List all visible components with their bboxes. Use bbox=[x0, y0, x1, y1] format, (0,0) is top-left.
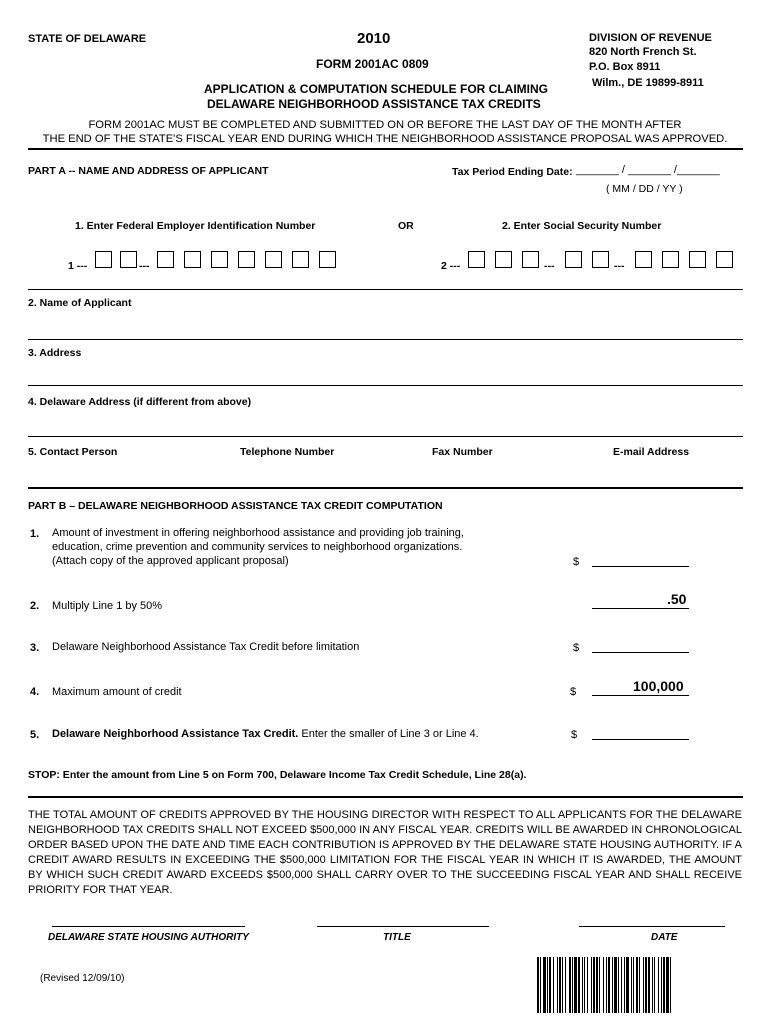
tax-period-date-input[interactable]: _______ / _______ /_______ bbox=[576, 164, 720, 176]
ssn-separator: --- bbox=[544, 260, 555, 272]
ssn-digit-box[interactable] bbox=[522, 251, 539, 268]
line-3-text: Delaware Neighborhood Assistance Tax Credit before limitation bbox=[52, 641, 360, 653]
tax-period-label: Tax Period Ending Date: bbox=[452, 166, 573, 178]
line-2-text: Multiply Line 1 by 50% bbox=[52, 600, 163, 612]
line-5-text-instruction: Enter the smaller of Line 3 or Line 4. bbox=[301, 728, 479, 740]
ssn-label: 2. Enter Social Security Number bbox=[502, 220, 662, 232]
ssn-separator: --- bbox=[614, 260, 625, 272]
part-a-heading: PART A -- NAME AND ADDRESS OF APPLICANT bbox=[28, 165, 269, 177]
line-4-number: 4. bbox=[30, 686, 40, 698]
authority-signature-line[interactable] bbox=[52, 926, 245, 927]
divider bbox=[28, 289, 743, 290]
or-label: OR bbox=[398, 220, 414, 232]
fein-label: 1. Enter Federal Employer Identification Number bbox=[75, 220, 316, 232]
fein-prefix: 1 --- bbox=[68, 260, 88, 272]
ssn-digit-box[interactable] bbox=[565, 251, 582, 268]
notice-line-2: THE END OF THE STATE'S FISCAL YEAR END DURING WHICH THE NEIGHBORHOOD ASSISTANCE PROPOSAL WAS APPROVED. bbox=[42, 133, 728, 145]
ssn-digit-box[interactable] bbox=[592, 251, 609, 268]
title-caption: TITLE bbox=[383, 932, 411, 943]
fein-digit-box[interactable] bbox=[238, 251, 255, 268]
divider bbox=[28, 148, 743, 150]
form-number: FORM 2001AC 0809 bbox=[316, 57, 429, 71]
fein-digit-box[interactable] bbox=[184, 251, 201, 268]
division-address-3: Wilm., DE 19899-8911 bbox=[592, 77, 704, 89]
line-2-amount-field bbox=[592, 608, 689, 609]
line-5-number: 5. bbox=[30, 729, 40, 741]
fein-digit-box[interactable] bbox=[120, 251, 137, 268]
line-2-value: .50 bbox=[667, 591, 687, 607]
credit-limit-paragraph: THE TOTAL AMOUNT OF CREDITS APPROVED BY THE HOUSING DIRECTOR WITH RESPECT TO ALL APPLICANTS FOR THE DELAWARE NEIGHBORHOOD TAX CREDITS SHALL NOT EXCEED $500,000 IN ANY FISCAL YEAR. CREDITS WILL BE AWARDED IN CHRONOLOGICAL ORDER BASED UPON THE DATE AND TIME EACH CONTRIBUTION IS APPROVED BY THE DELAWARE STATE HOUSING AUTHORITY. IF A CREDIT AWARD RESULTS IN EXCEEDING THE $500,000 LIMITATION FOR THE FISCAL YEAR IN WHICH IT IS AWARDED, THE AMOUNT BY WHICH SUCH CREDIT AWARD EXCEEDS $500,000 SHALL CARRY OVER TO THE SUCCEEDING FISCAL YEAR AND SHALL RECEIVE PRIORITY FOR THAT YEAR. bbox=[28, 809, 742, 896]
date-format-hint: ( MM / DD / YY ) bbox=[606, 183, 683, 195]
line-3-number: 3. bbox=[30, 642, 40, 654]
title-signature-line[interactable] bbox=[317, 926, 489, 927]
line-5-text-bold: Delaware Neighborhood Assistance Tax Credit. bbox=[52, 728, 299, 740]
state-label: STATE OF DELAWARE bbox=[28, 33, 147, 45]
form-title-line2: DELAWARE NEIGHBORHOOD ASSISTANCE TAX CREDITS bbox=[207, 97, 541, 111]
fax-label: Fax Number bbox=[432, 446, 493, 458]
delaware-address-label: 4. Delaware Address (if different from above) bbox=[28, 396, 252, 408]
stop-instruction: STOP: Enter the amount from Line 5 on Form 700, Delaware Income Tax Credit Schedule, Line 28(a). bbox=[28, 769, 527, 781]
fein-separator: --- bbox=[139, 260, 150, 272]
authority-caption: DELAWARE STATE HOUSING AUTHORITY bbox=[48, 932, 249, 943]
line-4-value: 100,000 bbox=[633, 678, 684, 694]
ssn-digit-box[interactable] bbox=[689, 251, 706, 268]
fein-digit-box[interactable] bbox=[292, 251, 309, 268]
fein-digit-box[interactable] bbox=[211, 251, 228, 268]
line-3-amount-field[interactable] bbox=[592, 652, 689, 653]
form-title-line1: APPLICATION & COMPUTATION SCHEDULE FOR CLAIMING bbox=[204, 82, 548, 96]
division-address-2: P.O. Box 8911 bbox=[589, 61, 661, 73]
line-2-number: 2. bbox=[30, 600, 40, 612]
ssn-digit-box[interactable] bbox=[468, 251, 485, 268]
line-1-number: 1. bbox=[30, 528, 40, 540]
divider bbox=[28, 796, 743, 798]
address-field[interactable] bbox=[28, 385, 743, 386]
date-signature-line[interactable] bbox=[579, 926, 725, 927]
dollar-sign: $ bbox=[570, 686, 577, 698]
applicant-name-field[interactable] bbox=[28, 339, 743, 340]
ssn-digit-box[interactable] bbox=[635, 251, 652, 268]
divider bbox=[28, 487, 743, 489]
notice-line-1: FORM 2001AC MUST BE COMPLETED AND SUBMITTED ON OR BEFORE THE LAST DAY OF THE MONTH AFTER bbox=[88, 119, 682, 131]
dollar-sign: $ bbox=[573, 556, 580, 568]
barcode-icon bbox=[536, 957, 743, 1013]
fein-digit-box[interactable] bbox=[265, 251, 282, 268]
ssn-digit-box[interactable] bbox=[495, 251, 512, 268]
address-label: 3. Address bbox=[28, 347, 82, 359]
dollar-sign: $ bbox=[573, 642, 580, 654]
dollar-sign: $ bbox=[571, 729, 578, 741]
revision-date: (Revised 12/09/10) bbox=[40, 973, 125, 984]
line-1-amount-field[interactable] bbox=[592, 566, 689, 567]
email-label: E-mail Address bbox=[613, 446, 690, 458]
division-address-1: 820 North French St. bbox=[589, 46, 697, 58]
line-4-amount-field bbox=[592, 695, 689, 696]
form-year: 2010 bbox=[357, 30, 391, 47]
line-1-text: Amount of investment in offering neighborhood assistance and providing job training, bbox=[52, 527, 464, 539]
part-b-heading: PART B – DELAWARE NEIGHBORHOOD ASSISTANCE TAX CREDIT COMPUTATION bbox=[28, 500, 443, 512]
fein-digit-box[interactable] bbox=[157, 251, 174, 268]
fein-digit-box[interactable] bbox=[319, 251, 336, 268]
date-caption: DATE bbox=[651, 932, 678, 943]
line-5-amount-field[interactable] bbox=[592, 739, 689, 740]
contact-person-label: 5. Contact Person bbox=[28, 446, 118, 458]
fein-digit-box[interactable] bbox=[95, 251, 112, 268]
ssn-digit-box[interactable] bbox=[662, 251, 679, 268]
division-name: DIVISION OF REVENUE bbox=[589, 32, 712, 44]
ssn-prefix: 2 --- bbox=[441, 260, 461, 272]
ssn-digit-box[interactable] bbox=[716, 251, 733, 268]
delaware-address-field[interactable] bbox=[28, 436, 743, 437]
line-1-text: education, crime prevention and community services to neighborhood organizations. bbox=[52, 541, 463, 553]
applicant-name-label: 2. Name of Applicant bbox=[28, 297, 132, 309]
telephone-label: Telephone Number bbox=[240, 446, 335, 458]
line-5-text bbox=[52, 728, 479, 740]
line-4-text: Maximum amount of credit bbox=[52, 686, 182, 698]
line-1-text: (Attach copy of the approved applicant proposal) bbox=[52, 555, 289, 567]
